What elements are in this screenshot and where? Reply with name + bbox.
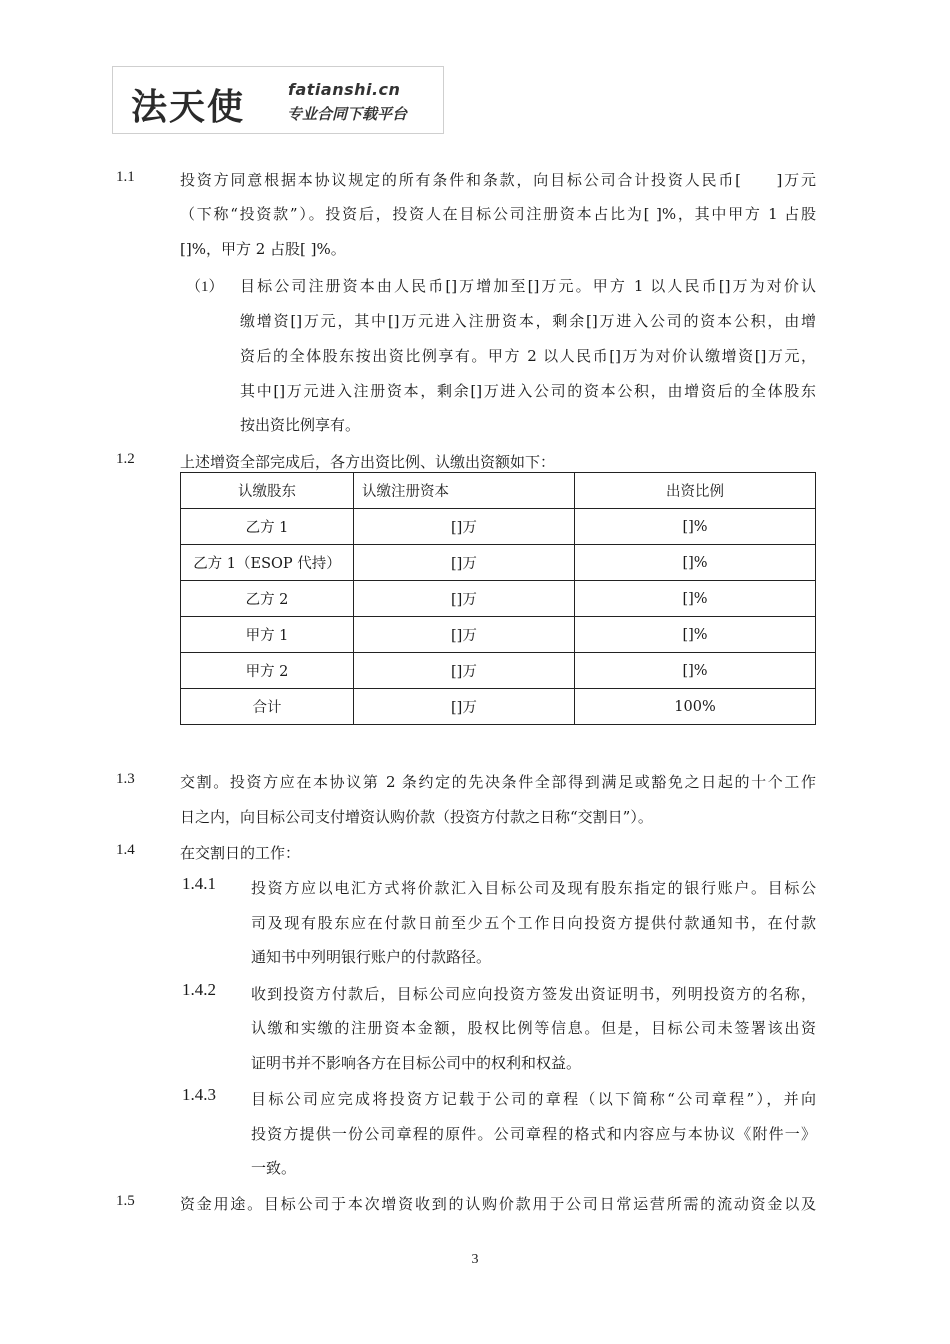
table-cell: []% [575,509,816,545]
clause-text-line: 在交割日的工作： [180,844,301,862]
clause-text-line: 通知书中列明银行账户的付款路径。 [251,948,492,966]
table-cell: 乙方 2 [181,581,354,617]
table-cell: []万 [354,545,575,581]
column-header: 认缴注册资本 [354,473,575,509]
column-header: 出资比例 [575,473,816,509]
sub-item-number: （1） [186,279,224,295]
table-cell: 乙方 1（ESOP 代持） [181,545,354,581]
clause-number: 1.2 [116,451,135,467]
clause-text-line: 交割。投资方应在本协议第 2 条约定的先决条件全部得到满足或豁免之日起的十个工作 [180,773,816,791]
table-row [181,509,816,545]
clause-text-line: 日之内，向目标公司支付增资认购价款（投资方付款之日称“交割日”）。 [180,808,653,826]
table-cell: 100% [575,689,816,725]
table-cell: 甲方 2 [181,653,354,689]
clause-text-line: 司及现有股东应在付款日前至少五个工作日向投资方提供付款通知书，在付款 [251,914,816,932]
page-number: 3 [471,1252,479,1267]
logo-domain: fatianshi.cn [288,80,401,99]
site-logo [112,66,444,134]
table-row [181,689,816,725]
table-row [181,653,816,689]
clause-text-line: 目标公司应完成将投资方记载于公司的章程（以下简称“公司章程”），并向 [251,1090,816,1108]
clause-text-line: 其中[]万元进入注册资本，剩余[]万进入公司的资本公积，由增资后的全体股东 [240,382,816,400]
clause-text-line: []%，甲方 2 占股[ ]%。 [180,240,346,258]
table-cell: 甲方 1 [181,617,354,653]
table-cell: []% [575,653,816,689]
table-cell: []% [575,617,816,653]
clause-text-line: （下称“投资款”）。投资后，投资人在目标公司注册资本占比为[ ]%，其中甲方 1 占股 [180,205,816,223]
table-cell: 乙方 1 [181,509,354,545]
clause-number: 1.1 [116,169,135,185]
column-header: 认缴股东 [181,473,354,509]
table-cell: []万 [354,689,575,725]
clause-text-line: 认缴和实缴的注册资本金额，股权比例等信息。但是，目标公司未签署该出资 [251,1019,816,1037]
clause-text-line: 投资方提供一份公司章程的原件。公司章程的格式和内容应与本协议《附件一》 [251,1125,816,1143]
clause-text-line: 上述增资全部完成后，各方出资比例、认缴出资额如下： [180,453,556,471]
clause-text-line: 缴增资[]万元，其中[]万元进入注册资本，剩余[]万进入公司的资本公积，由增 [240,312,816,330]
table-cell: 合计 [181,689,354,725]
table-row [181,617,816,653]
clause-text-line: 证明书并不影响各方在目标公司中的权利和权益。 [251,1054,582,1072]
table-cell: []万 [354,617,575,653]
table-cell: []万 [354,653,575,689]
table-row [181,581,816,617]
table-cell: []万 [354,509,575,545]
clause-number: 1.3 [116,771,135,787]
clause-text-line: 投资方应以电汇方式将价款汇入目标公司及现有股东指定的银行账户。目标公 [251,879,816,897]
table-cell: []万 [354,581,575,617]
logo-slogan: 专业合同下载平台 [287,105,408,123]
table-cell: []% [575,581,816,617]
logo-text: 法天使 [131,87,246,128]
table-cell: []% [575,545,816,581]
clause-number: 1.5 [116,1193,135,1209]
clause-text-line: 资后的全体股东按出资比例享有。甲方 2 以人民币[]万为对价认缴增资[]万元， [240,347,816,365]
clause-text-line: 目标公司注册资本由人民币[]万增加至[]万元。甲方 1 以人民币[]万为对价认 [240,277,816,295]
clause-text-line: 按出资比例享有。 [240,416,361,434]
table-row [181,545,816,581]
clause-text-line: 一致。 [251,1159,297,1177]
sub-clause-number: 1.4.2 [182,980,216,999]
clause-number: 1.4 [116,842,135,858]
table-header-row [181,473,816,509]
sub-clause-number: 1.4.1 [182,874,216,893]
shareholding-table [180,472,816,725]
sub-clause-number: 1.4.3 [182,1085,216,1104]
clause-text-line: 收到投资方付款后，目标公司应向投资方签发出资证明书，列明投资方的名称， [251,985,816,1003]
clause-text-line: 投资方同意根据本协议规定的所有条件和条款，向目标公司合计投资人民币[ ]万元 [180,171,816,189]
clause-text-line: 资金用途。目标公司于本次增资收到的认购价款用于公司日常运营所需的流动资金以及 [180,1195,816,1213]
